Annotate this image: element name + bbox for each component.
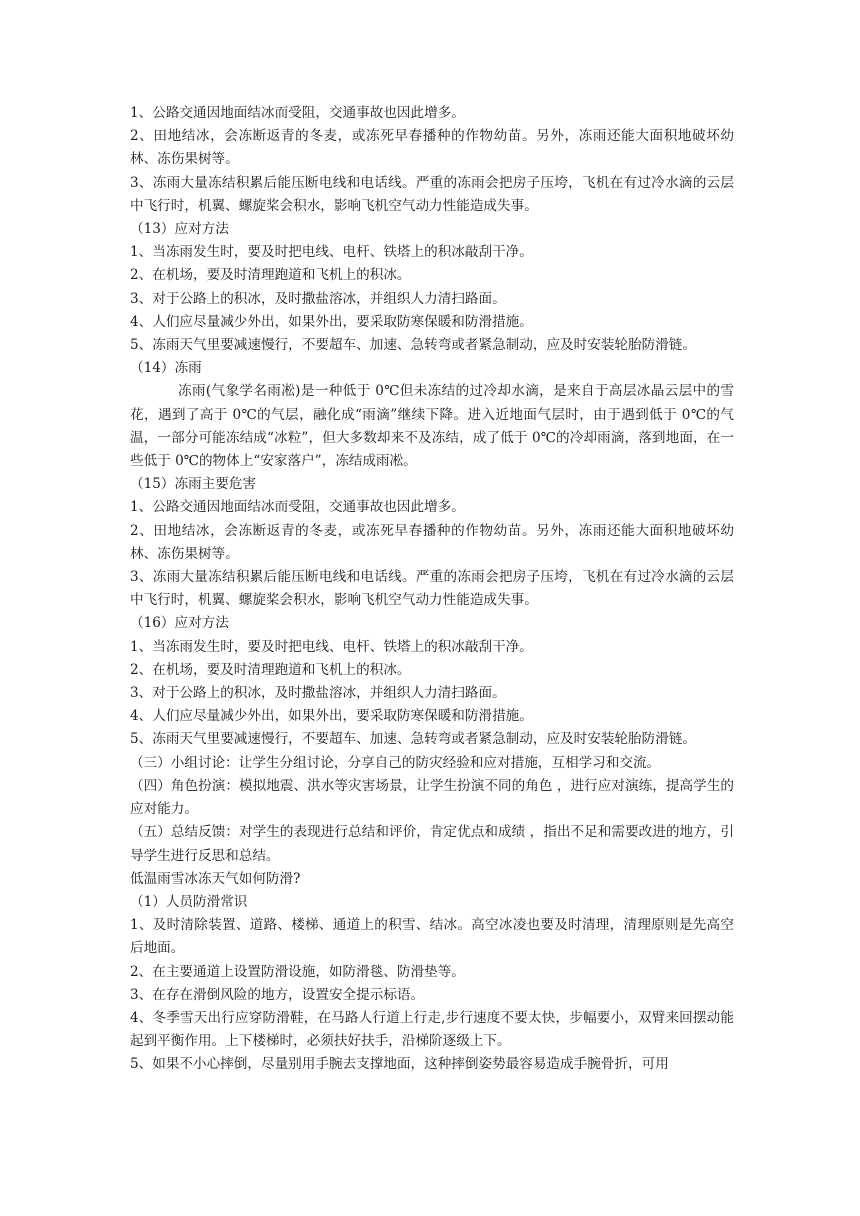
document-body bbox=[130, 102, 734, 1077]
paragraph: （14）冻雨 bbox=[130, 360, 202, 377]
paragraph: 2、在机场，要及时清理跑道和飞机上的积冰。 bbox=[130, 267, 411, 284]
paragraph: （四）角色扮演：模拟地震、洪水等灾害场景，让学生扮演不同的角色 ，进行应对演练，提高学生的应对能力。 bbox=[130, 777, 734, 818]
paragraph: 3、对于公路上的积冰，及时撒盐溶冰，并组织人力清扫路面。 bbox=[130, 685, 506, 702]
paragraph: 5、冻雨天气里要减速慢行，不要超车、加速、急转弯或者紧急制动，应及时安装轮胎防滑链。 bbox=[130, 731, 696, 748]
paragraph: （三）小组讨论：让学生分组讨论，分享自己的防灾经验和应对措施，互相学习和交流。 bbox=[130, 754, 661, 771]
paragraph: 低温雨雪冰冻天气如何防滑? bbox=[130, 870, 301, 887]
paragraph: 冻雨(气象学名雨凇)是一种低于 0℃但未冻结的过冷却水滴，是来自于高层冰晶云层中的雪花，遇到了高于 0℃的气层，融化成“雨滴”继续下降。进入近地面气层时，由于遇到低于 0℃的气温，一部分可能冻结成“冰粒”，但大多数却来不及冻结，成了低于 0℃的冷却雨滴，落到地面，在一些低于 0℃的物体上“安家落户”，冻结成雨凇。 bbox=[130, 383, 734, 470]
paragraph: 2、在主要通道上设置防滑设施，如防滑毯、防滑垫等。 bbox=[130, 963, 465, 980]
paragraph: （15）冻雨主要危害 bbox=[130, 476, 257, 493]
paragraph: 3、在存在滑倒风险的地方，设置安全提示标语。 bbox=[130, 986, 425, 1003]
paragraph: 3、对于公路上的积冰，及时撒盐溶冰，并组织人力清扫路面。 bbox=[130, 290, 506, 307]
paragraph: （五）总结反馈：对学生的表现进行总结和评价，肯定优点和成绩 ，指出不足和需要改进的地方，引导学生进行反思和总结。 bbox=[130, 824, 734, 864]
paragraph: 2、田地结冰，会冻断返青的冬麦，或冻死早春播种的作物幼苗。另外，冻雨还能大面积地破坏幼林、冻伤果树等。 bbox=[130, 522, 734, 562]
paragraph: 4、人们应尽量减少外出，如果外出，要采取防寒保暖和防滑措施。 bbox=[130, 313, 533, 330]
paragraph: 1、当冻雨发生时，要及时把电线、电杆、铁塔上的积冰敲刮干净。 bbox=[130, 638, 533, 655]
paragraph: 4、冬季雪天出行应穿防滑鞋，在马路人行道上行走,步行速度不要太快，步幅要小，双臂来回摆动能起到平衡作用。上下楼梯时，必须扶好扶手，沿梯阶逐级上下。 bbox=[130, 1009, 734, 1050]
paragraph: 2、田地结冰，会冻断返青的冬麦，或冻死早春播种的作物幼苗。另外，冻雨还能大面积地破坏幼林、冻伤果树等。 bbox=[130, 128, 734, 168]
paragraph: 3、冻雨大量冻结积累后能压断电线和电话线。严重的冻雨会把房子压垮，飞机在有过冷水滴的云层中飞行时，机翼、螺旋桨会积水，影响飞机空气动力性能造成失事。 bbox=[130, 174, 734, 214]
paragraph: （1）人员防滑常识 bbox=[130, 893, 248, 910]
paragraph: 1、及时清除装置、道路、楼梯、通道上的积雪、结冰。高空冰凌也要及时清理，清理原则是先高空后地面。 bbox=[130, 917, 734, 957]
paragraph: 1、公路交通因地面结冰而受阻，交通事故也因此增多。 bbox=[130, 105, 465, 121]
paragraph: 1、公路交通因地面结冰而受阻，交通事故也因此增多。 bbox=[130, 499, 465, 516]
paragraph: 4、人们应尽量减少外出，如果外出，要采取防寒保暖和防滑措施。 bbox=[130, 708, 533, 725]
paragraph: 5、如果不小心摔倒，尽量别用手腕去支撑地面，这种摔倒姿势最容易造成手腕骨折，可用 bbox=[130, 1056, 669, 1073]
paragraph: （13）应对方法 bbox=[130, 221, 229, 238]
paragraph: （16）应对方法 bbox=[130, 615, 229, 632]
paragraph: 1、当冻雨发生时，要及时把电线、电杆、铁塔上的积冰敲刮干净。 bbox=[130, 244, 533, 261]
paragraph: 2、在机场，要及时清理跑道和飞机上的积冰。 bbox=[130, 661, 411, 678]
paragraph: 5、冻雨天气里要减速慢行，不要超车、加速、急转弯或者紧急制动，应及时安装轮胎防滑链。 bbox=[130, 337, 696, 354]
paragraph: 3、冻雨大量冻结积累后能压断电线和电话线。严重的冻雨会把房子压垮，飞机在有过冷水滴的云层中飞行时，机翼、螺旋桨会积水，影响飞机空气动力性能造成失事。 bbox=[130, 569, 734, 609]
